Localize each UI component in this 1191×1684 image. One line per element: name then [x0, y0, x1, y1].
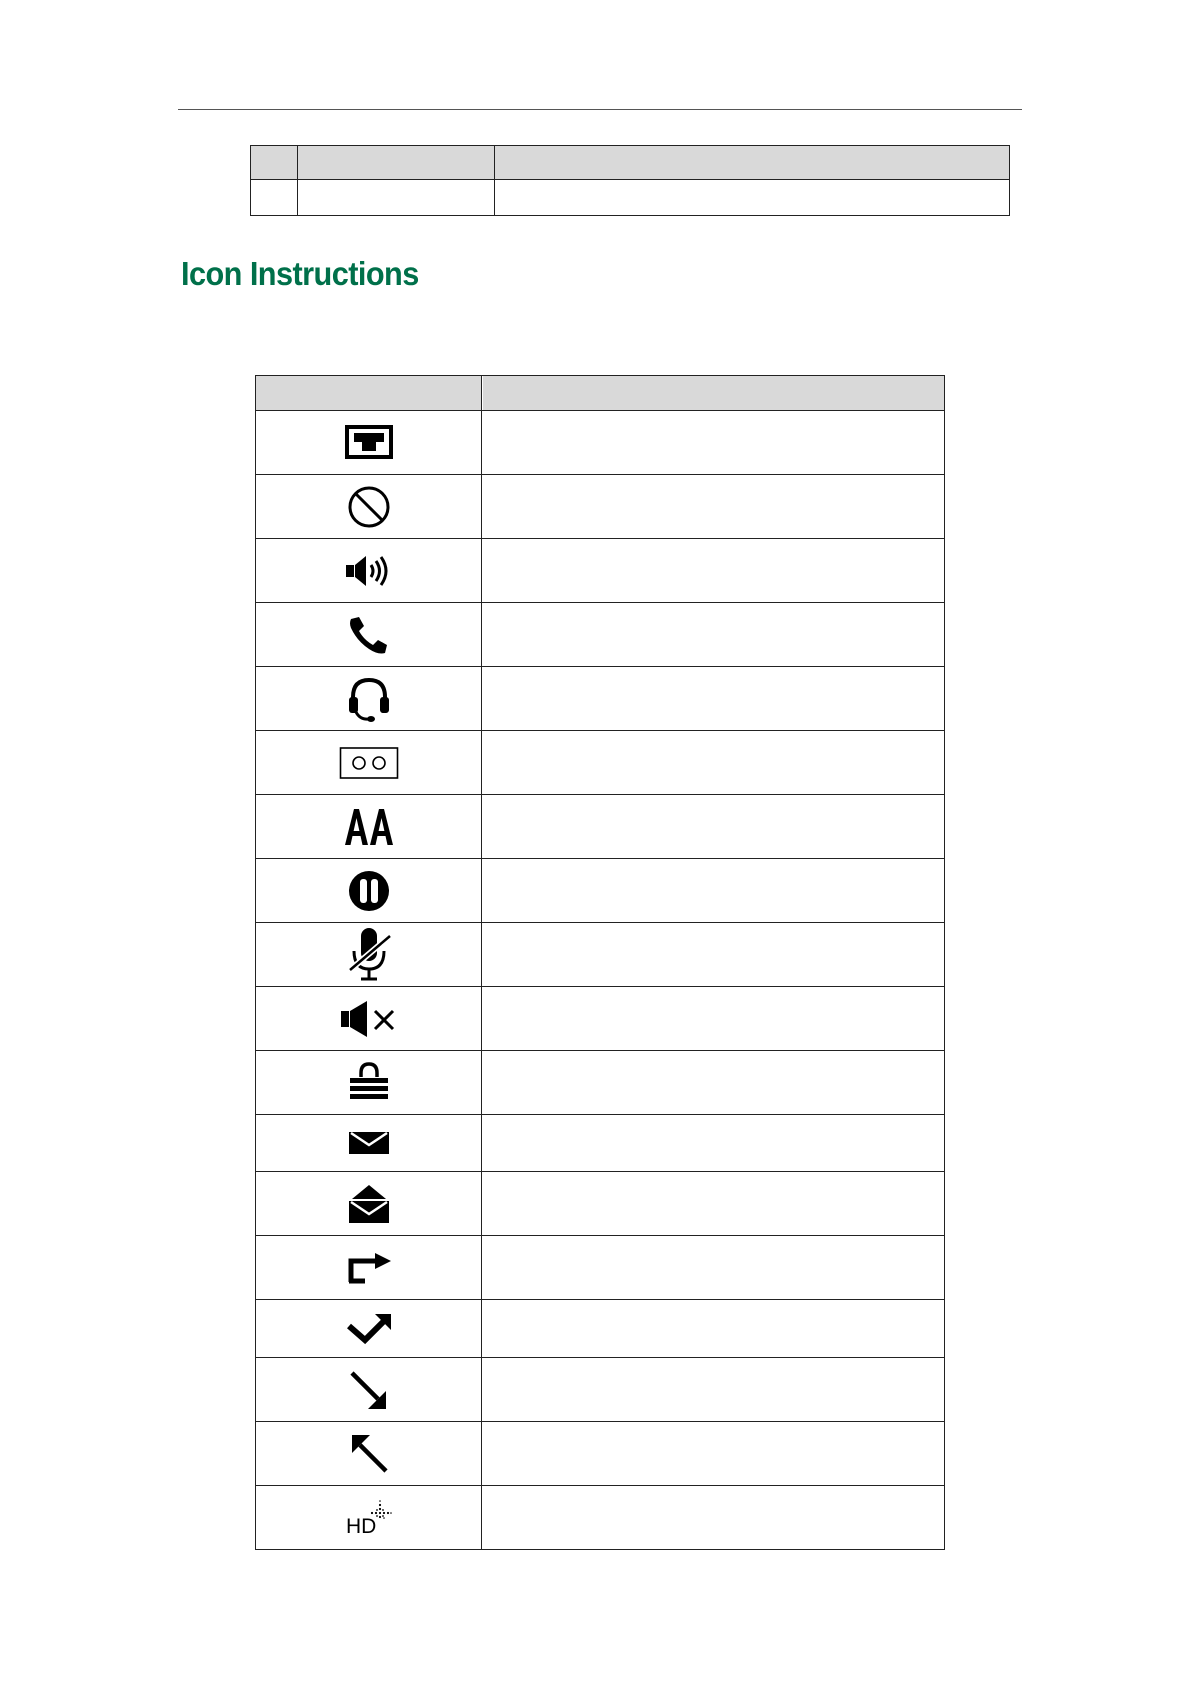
hd-voice-icon: [344, 1499, 394, 1537]
table-row: [256, 1115, 945, 1172]
description-cell: [482, 1051, 945, 1115]
description-cell: [482, 539, 945, 603]
icon-cell: [256, 859, 482, 923]
description-cell: [482, 1358, 945, 1422]
icon-cell: [256, 539, 482, 603]
top-table-cell: [298, 180, 495, 216]
top-table-header-row: [251, 146, 1010, 180]
table-row: [256, 1300, 945, 1358]
network-unavailable-icon: [345, 425, 393, 461]
icon-cell: [256, 1300, 482, 1358]
description-cell: [482, 667, 945, 731]
icon-cell: [256, 1358, 482, 1422]
header-rule: [178, 109, 1022, 110]
description-cell: [482, 475, 945, 539]
table-row: [256, 539, 945, 603]
description-cell: [482, 923, 945, 987]
description-cell: [482, 1172, 945, 1236]
icon-cell: [256, 603, 482, 667]
missed-call-icon: [345, 1312, 393, 1346]
icon-cell: [256, 795, 482, 859]
received-call-icon: [348, 1369, 390, 1411]
description-cell: [482, 1486, 945, 1550]
icon-cell: [256, 667, 482, 731]
table-row: [256, 1051, 945, 1115]
table-row: [256, 411, 945, 475]
description-cell: [482, 603, 945, 667]
top-table-header-cell: [298, 146, 495, 180]
icon-cell: [256, 411, 482, 475]
table-row: [256, 475, 945, 539]
icon-table: [255, 375, 945, 1550]
hands-free-speaker-icon: [344, 553, 394, 589]
ringer-volume-off-icon: [340, 999, 398, 1039]
table-row: [256, 1172, 945, 1236]
voicemail-icon: [339, 746, 399, 780]
icon-table-header-cell: [482, 376, 945, 411]
icon-cell: [256, 1236, 482, 1300]
top-table-cell: [495, 180, 1010, 216]
icon-cell: [256, 1051, 482, 1115]
table-row: [256, 987, 945, 1051]
hd-label: HD: [345, 1514, 376, 1537]
table-row: [256, 731, 945, 795]
headset-icon: [347, 675, 391, 723]
section-title: Icon Instructions: [181, 255, 419, 292]
top-table-header-cell: [495, 146, 1010, 180]
description-cell: [482, 795, 945, 859]
call-forward-icon: [345, 1251, 393, 1285]
top-table-row: [251, 180, 1010, 216]
top-table-cell: [251, 180, 298, 216]
icon-table-header-cell: [256, 376, 482, 411]
icon-cell: [256, 987, 482, 1051]
description-cell: [482, 987, 945, 1051]
table-row: [256, 795, 945, 859]
mute-microphone-icon: [346, 926, 392, 984]
text-message-icon: [348, 1130, 390, 1156]
table-row: [256, 603, 945, 667]
table-row: [256, 1486, 945, 1550]
description-cell: [482, 1115, 945, 1172]
description-cell: [482, 1236, 945, 1300]
icon-cell: [256, 923, 482, 987]
description-cell: [482, 1300, 945, 1358]
icon-table-header-row: [256, 376, 945, 411]
table-row: [256, 923, 945, 987]
icon-cell: [256, 731, 482, 795]
description-cell: [482, 859, 945, 923]
icon-cell: [256, 1172, 482, 1236]
icon-cell: [256, 475, 482, 539]
icon-cell: [256, 1486, 482, 1550]
icon-cell: [256, 1115, 482, 1172]
handset-icon: [347, 615, 391, 655]
description-cell: [482, 1422, 945, 1486]
table-row: [256, 1358, 945, 1422]
placed-call-icon: [348, 1433, 390, 1475]
top-table-header-cell: [251, 146, 298, 180]
auto-answer-icon: [343, 807, 395, 847]
top-table: [250, 145, 1010, 216]
description-cell: [482, 731, 945, 795]
table-row: [256, 1236, 945, 1300]
keypad-lock-icon: [347, 1061, 391, 1105]
hold-icon: [347, 869, 391, 913]
table-row: [256, 1422, 945, 1486]
table-row: [256, 667, 945, 731]
do-not-disturb-icon: [347, 485, 391, 529]
table-row: [256, 859, 945, 923]
icon-cell: [256, 1422, 482, 1486]
read-message-icon: [348, 1183, 390, 1225]
description-cell: [482, 411, 945, 475]
